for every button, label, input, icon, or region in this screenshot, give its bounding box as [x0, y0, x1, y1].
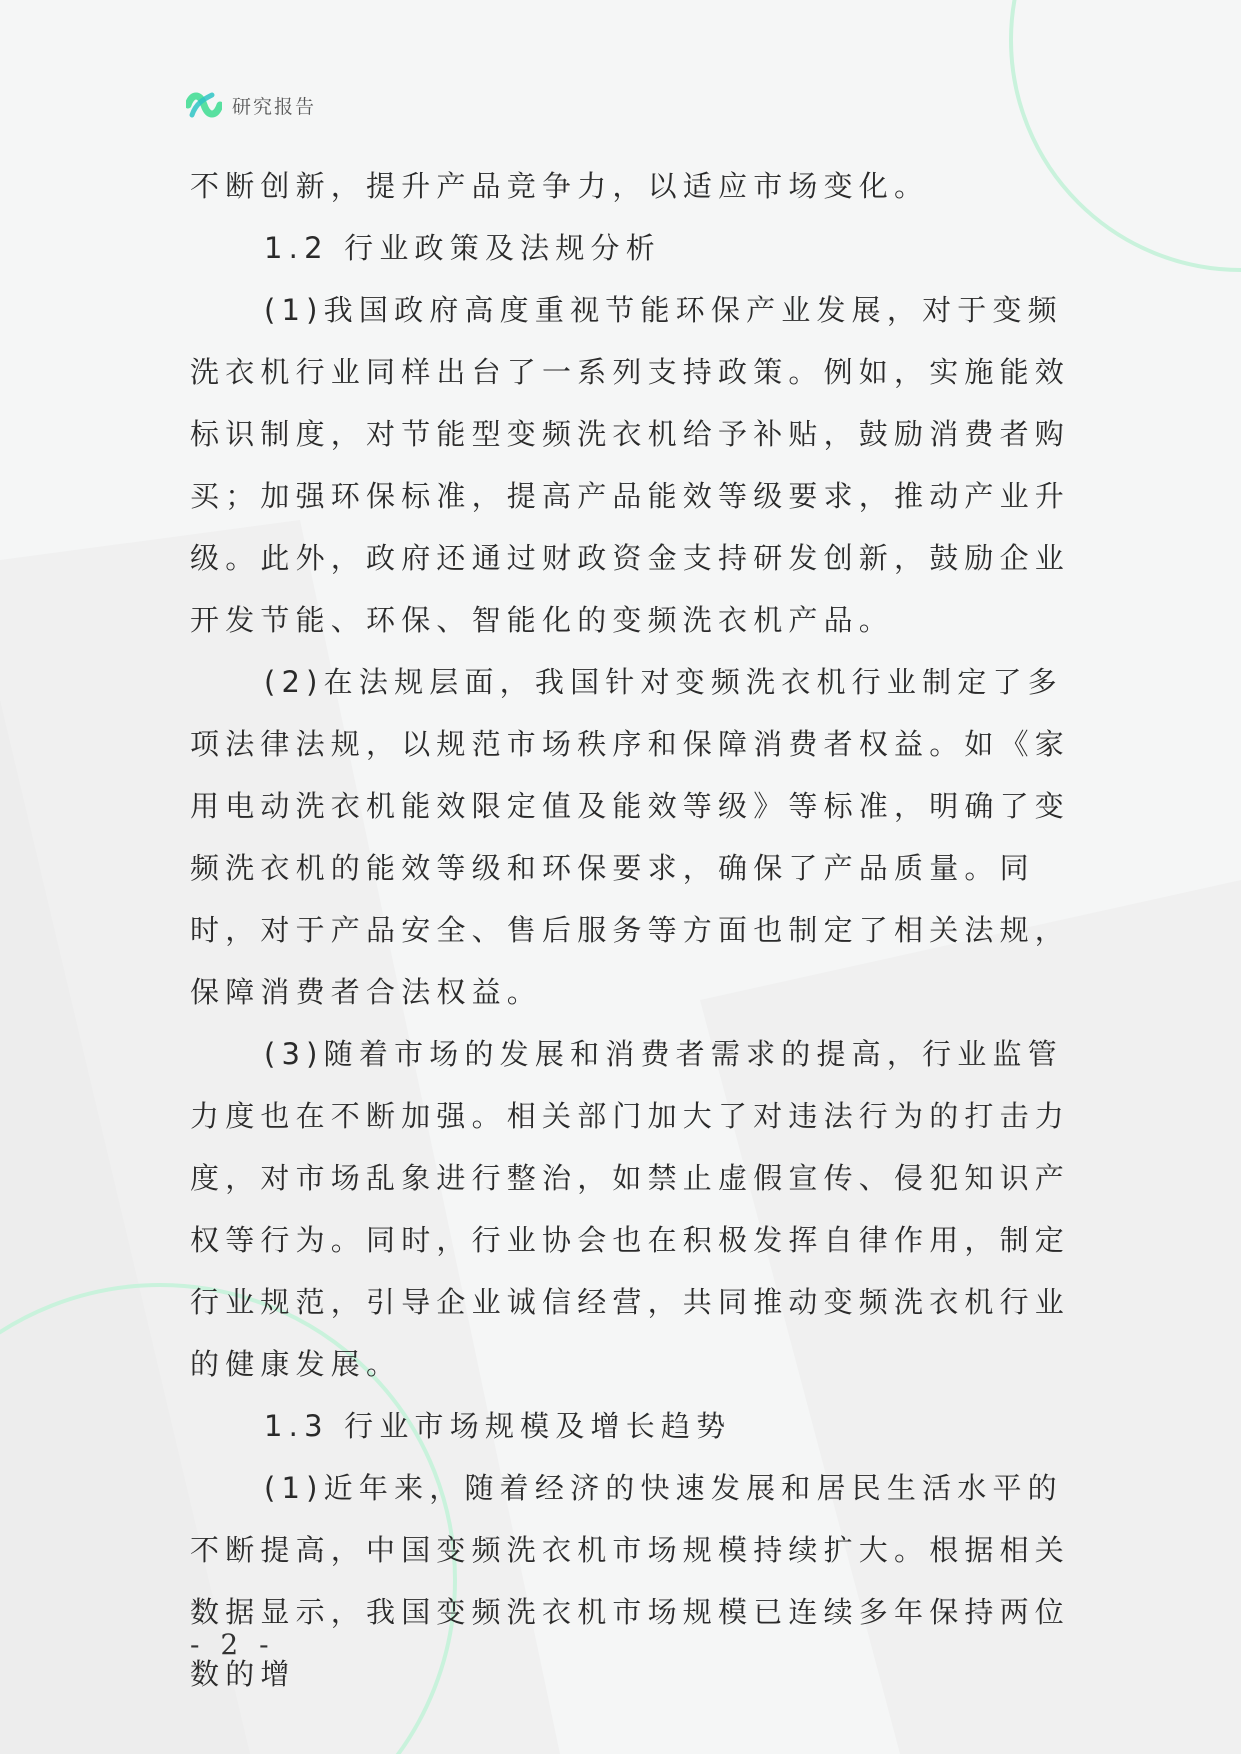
header-label: 研究报告 — [232, 95, 317, 118]
page-number: - 2 - — [190, 1628, 275, 1661]
document-body — [190, 155, 1070, 1705]
report-header — [186, 88, 316, 122]
brand-logo-icon — [186, 89, 222, 121]
paragraph: (3)随着市场的发展和消费者需求的提高，行业监管力度也在不断加强。相关部门加大了对违法行为的打击力度，对市场乱象进行整治，如禁止虚假宣传、侵犯知识产权等行为。同时，行业协会也在积极发挥自律作用，制定行业规范，引导企业诚信经营，共同推动变频洗衣机行业的健康发展。 — [190, 1037, 1071, 1381]
section-heading: 1.2 行业政策及法规分析 — [264, 231, 661, 265]
paragraph: (1)我国政府高度重视节能环保产业发展，对于变频洗衣机行业同样出台了一系列支持政策。例如，实施能效标识制度，对节能型变频洗衣机给予补贴，鼓励消费者购买；加强环保标准，提高产品能效等级要求，推动产业升级。此外，政府还通过财政资金支持研发创新，鼓励企业开发节能、环保、智能化的变频洗衣机产品。 — [190, 293, 1071, 637]
section-heading: 1.3 行业市场规模及增长趋势 — [264, 1409, 732, 1443]
paragraph: (1)近年来，随着经济的快速发展和居民生活水平的不断提高，中国变频洗衣机市场规模持续扩大。根据相关数据显示，我国变频洗衣机市场规模已连续多年保持两位数的增 — [190, 1471, 1071, 1691]
paragraph: (2)在法规层面，我国针对变频洗衣机行业制定了多项法律法规，以规范市场秩序和保障消费者权益。如《家用电动洗衣机能效限定值及能效等级》等标准，明确了变频洗衣机的能效等级和环保要求，确保了产品质量。同时，对于产品安全、售后服务等方面也制定了相关法规，保障消费者合法权益。 — [190, 665, 1071, 1009]
paragraph: 不断创新，提升产品竞争力，以适应市场变化。 — [190, 169, 930, 203]
